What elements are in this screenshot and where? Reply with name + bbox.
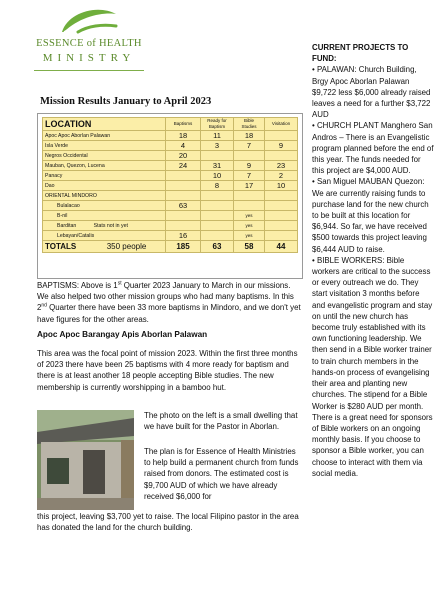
table-header-row: [43, 118, 298, 131]
header-ready: Ready for Baptism: [201, 118, 234, 131]
project-palawan: • PALAWAN: Church Building, Brgy Apoc Aborlan Palawan $9,722 less $6,000 already raised leaves a need for a further $3,722 AUD: [312, 65, 431, 120]
cell-totals-label: [43, 241, 166, 253]
cell-studies: yes: [234, 211, 265, 221]
table-row: [43, 151, 298, 161]
table-row: [43, 211, 298, 221]
cell-location: Apoc Apoc Aborlan Palawan: [43, 131, 166, 141]
cell-baptisms: 18: [166, 131, 201, 141]
totals-label: TOTALS: [45, 241, 77, 251]
projects-title: CURRENT PROJECTS TO FUND:: [312, 43, 409, 64]
cell-ready: 10: [201, 171, 234, 181]
total-baptisms: 185: [166, 241, 201, 253]
cell-visitation: [265, 191, 298, 201]
header-baptisms: Baptisms: [166, 118, 201, 131]
cell-studies: 7: [234, 171, 265, 181]
table-row: [43, 231, 298, 241]
cell-visitation: [265, 151, 298, 161]
total-ready: 63: [201, 241, 234, 253]
cell-visitation: [265, 221, 298, 231]
cell-baptisms: 4: [166, 141, 201, 151]
dwelling-photo: [37, 410, 134, 510]
total-studies: 58: [234, 241, 265, 253]
cell-studies: 7: [234, 141, 265, 151]
cell-visitation: [265, 131, 298, 141]
results-table-frame: [37, 113, 303, 279]
baptisms-paragraph: [37, 280, 303, 325]
cell-studies: 18: [234, 131, 265, 141]
cell-ready: 31: [201, 161, 234, 171]
total-visitation: 44: [265, 241, 298, 253]
cell-baptisms: [166, 211, 201, 221]
cell-studies: [234, 151, 265, 161]
plan-paragraph-continued: this project, leaving $3,700 yet to raise. The local Filipino pastor in the area has donated the land for the church building.: [37, 512, 299, 533]
cell-location: ORIENTAL MINDORO: [43, 191, 166, 201]
cell-baptisms: 20: [166, 151, 201, 161]
cell-ready: [201, 231, 234, 241]
p1-part-c: Quarter there have been 33 more baptisms in Mindoro, and we don't yet have figures for the other areas.: [37, 303, 301, 324]
p1-sup-nd: nd: [41, 302, 47, 309]
table-row: [43, 131, 298, 141]
projects-column: [312, 42, 434, 479]
cell-location: Bulalacao: [43, 201, 166, 211]
ministry-logo: [24, 6, 154, 92]
cell-location: Dao: [43, 181, 166, 191]
cell-ready: 11: [201, 131, 234, 141]
cell-studies: [234, 201, 265, 211]
p1-part-b: Quarter 2023 January to March in our missions. We also helped two other mission groups who had many baptisms. In this 2: [37, 281, 294, 313]
table-row: [43, 171, 298, 181]
cell-baptisms: [166, 171, 201, 181]
cell-location: Isla Verde: [43, 141, 166, 151]
cell-baptisms: [166, 191, 201, 201]
header-location: LOCATION: [43, 118, 166, 131]
cell-location: Panacy: [43, 171, 166, 181]
results-table: [42, 117, 298, 253]
project-mauban: • San Miguel MAUBAN Quezon: We are currently raising funds to purchase land for the new church to be built at this location for $6,944. So far, we have received $500 towards this project leaving $6,444 AUD to raise.: [312, 177, 429, 254]
table-row: [43, 191, 298, 201]
logo-divider: [34, 70, 144, 71]
logo-title: ESSENCE of HEALTH: [36, 38, 142, 49]
cell-studies: 9: [234, 161, 265, 171]
cell-studies: 17: [234, 181, 265, 191]
cell-studies: yes: [234, 231, 265, 241]
logo-subtitle: MINISTRY: [42, 52, 136, 64]
cell-baptisms: [166, 221, 201, 231]
p1-sup-st: st: [117, 280, 122, 287]
p1-part-a: BAPTISMS: Above is 1: [37, 281, 118, 290]
table-row: [43, 201, 298, 211]
table-row: [43, 161, 298, 171]
cell-location: Negros Occidental: [43, 151, 166, 161]
plan-paragraph: The plan is for Essence of Health Ministries to help build a permanent church from funds raised from donors. The estimated cost is $9,700 AUD of which we have already received $6,000 for: [144, 447, 299, 501]
photo-caption: The photo on the left is a small dwelling that we have built for the Pastor in Aborlan.: [144, 411, 298, 432]
cell-visitation: [265, 201, 298, 211]
cell-ready: [201, 191, 234, 201]
totals-row: [43, 241, 298, 253]
totals-people: 350 people: [106, 241, 147, 251]
cell-baptisms: 16: [166, 231, 201, 241]
cell-studies: yes: [234, 221, 265, 231]
cell-visitation: 23: [265, 161, 298, 171]
cell-visitation: 9: [265, 141, 298, 151]
cell-ready: [201, 211, 234, 221]
cell-location: Mauban, Quezon, Lucena: [43, 161, 166, 171]
cell-location: Barditan Stats not in yet: [43, 221, 166, 231]
table-row: [43, 141, 298, 151]
cell-ready: [201, 221, 234, 231]
cell-visitation: [265, 211, 298, 221]
cell-ready: 8: [201, 181, 234, 191]
project-church-plant: • CHURCH PLANT Manghero San Andros – There is an Evangelistic program planned before the end of this year. The funds needed for this project are $4,000 AUD.: [312, 121, 434, 176]
cell-ready: [201, 201, 234, 211]
cell-studies: [234, 191, 265, 201]
cell-baptisms: [166, 181, 201, 191]
cell-visitation: [265, 231, 298, 241]
header-studies: Bible Studies: [234, 118, 265, 131]
section-title: Apoc Apoc Barangay Apis Aborlan Palawan: [37, 330, 208, 339]
cell-visitation: 10: [265, 181, 298, 191]
cell-baptisms: 24: [166, 161, 201, 171]
cell-location: B-nil: [43, 211, 166, 221]
cell-ready: 3: [201, 141, 234, 151]
table-row: [43, 181, 298, 191]
header-visitation: Visitation: [265, 118, 298, 131]
table-row: [43, 221, 298, 231]
cell-ready: [201, 151, 234, 161]
project-bible-workers: • BIBLE WORKERS: Bible workers are critical to the success or every outreach we do. They start visitation 3 months before and evangelistic program and stay on until the new church has become truly established with its own functioning leadership. We then send in a Bible worker trainer to train church members in the hands-on process of evangelising their area and planting new churches. The stipend for a Bible Worker is $280 AUD per month. There is a great need for sponsors of Bible workers on an ongoing monthly basis. If you choose to sponsor a Bible worker, you can choose to interact with them via social media.: [312, 255, 433, 478]
page-heading: Mission Results January to April 2023: [40, 96, 212, 107]
focal-paragraph: This area was the focal point of mission 2023. Within the first three months of 2023 there have been 25 baptisms with 4 more ready for baptism and there is at least another 18 people accepting Bible studies. The new membership is currently worshipping in a bamboo hut.: [37, 349, 298, 392]
leaf-logo-icon: [58, 6, 120, 36]
cell-baptisms: 63: [166, 201, 201, 211]
cell-location: Lebayan/Catalis: [43, 231, 166, 241]
cell-visitation: 2: [265, 171, 298, 181]
